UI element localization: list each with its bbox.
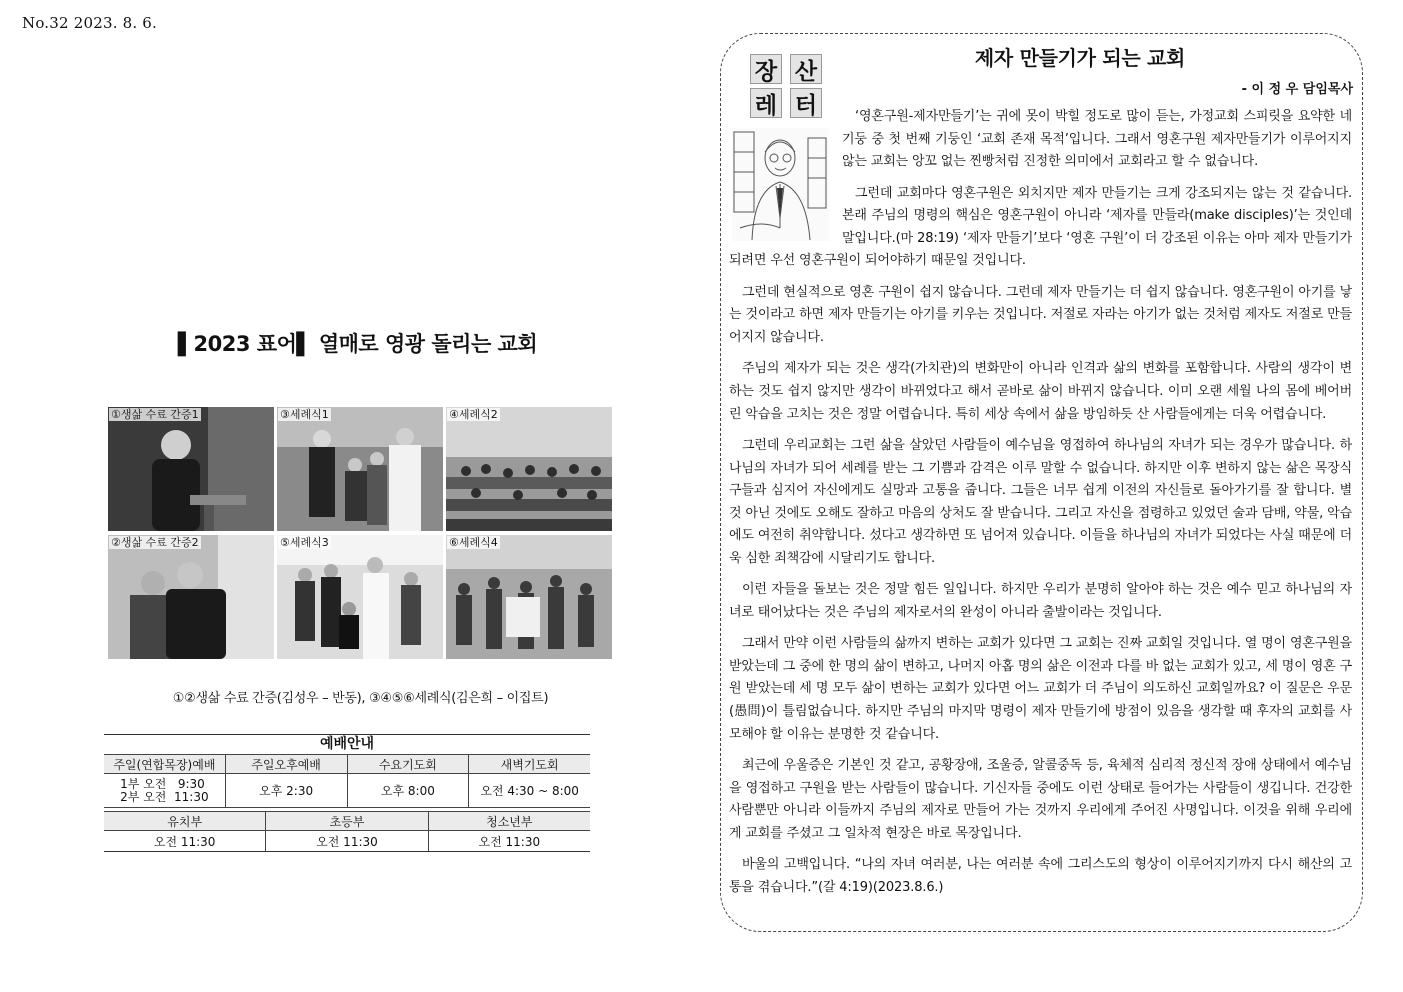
photo-label: ①생삶 수료 간증1 [111, 408, 199, 421]
photo-caption: ①②생삶 수료 간증(김성우 – 반동), ③④⑤⑥세례식(김은희 – 이집트) [172, 691, 549, 706]
photo-baptism-3 [277, 535, 443, 659]
dawn-prayer-time: 오전 4:30 ~ 8:00 [480, 784, 579, 798]
letter-paragraph: 그래서 만약 이런 사람들의 삶까지 변하는 교회가 있다면 그 교회는 진짜 교회일 것입니다. 열 명이 영혼구원을 받았는데 그 중에 한 명의 삶이 변하고, 나머지 아홉 명의 삶은 이전과 다를 바 없는 교회가 있고, 세 명이 영혼 구원 받았는데 세 명 모두 삶이 변하는 교회가 있다면 어느 교회가 더 주님이 의도하신 교회일까요? 이 질문은 우문(愚問)이 틀림없습니다. 하지만 주님의 마지막 명령이 제자 만들기에 방점이 있음을 생각할 때 후자의 교회를 사모해야 할 이유는 분명한 것 같습니다. [729, 636, 1352, 742]
header-youth: 청소년부 [486, 814, 533, 829]
letter-paragraph: 그런데 현실적으로 영혼 구원이 쉽지 않습니다. 그런데 제자 만들기는 더 쉽지 않습니다. 영혼구원이 아기를 낳는 것이라고 하면 제자 만들기는 아기를 키우는 것입니다. 저절로 자라는 아기가 없는 것처럼 제자도 저절로 만들어지지 않습니다. [729, 284, 1352, 345]
kindergarten-time: 오전 11:30 [104, 831, 266, 851]
department-times-row [104, 831, 590, 851]
letter-paragraph: ‘영혼구원-제자만들기’는 귀에 못이 박힐 정도로 많이 듣는, 가정교회 스피릿을 요약한 네 기둥 중 첫 번째 기둥인 ‘교회 존재 목적’입니다. 그래서 영혼구원 제자만들기가 이루어지지 않는 교회는 앙꼬 없는 찐빵처럼 진정한 의미에서 교회라고 할 수 없습니다. [842, 109, 1352, 170]
photo-baptism-2 [446, 407, 612, 531]
worship-header-row [104, 755, 590, 774]
letter-paragraph: 그런데 교회마다 영혼구원은 외치지만 제자 만들기는 크게 강조되지는 않는 것 같습니다. 본래 주님의 명령의 핵심은 영혼구원이 아니라 ‘제자를 만들라(make disciples)’는 것인데 말입니다.(마 28:19) ‘제자 만들기’보다 ‘영혼 구원’이 더 강조된 이유는 아마 제자 만들기가 되려면 우선 영혼구원이 되어야하기 때문일 것입니다. [729, 185, 1352, 269]
header-elementary: 초등부 [266, 812, 428, 830]
photo-label: ②생삶 수료 간증2 [111, 536, 199, 549]
issue-number-date: No.32 2023. 8. 6. [22, 14, 158, 32]
letter-paragraph: 주님의 제자가 되는 것은 생각(가치관)의 변화만이 아니라 인격과 삶의 변화를 포함합니다. 사람의 생각이 변하는 것도 쉽지 않지만 생각이 바뀌었다고 해서 곧바로 삶이 바뀌지 않습니다. 이미 오랜 세월 나의 몸에 베어버린 악습을 고치는 것은 정말 어렵습니다. 특히 세상 속에서 삶을 방임하듯 산 사람들에게는 더욱 어렵습니다. [729, 361, 1352, 422]
elementary-time: 오전 11:30 [266, 831, 428, 851]
badge-char: 장 [750, 54, 782, 84]
photo-baptism-4 [446, 535, 612, 659]
letter-body [729, 106, 1352, 908]
header-sunday-service: 주일(연합목장)예배 [104, 755, 226, 773]
letter-paragraph: 바울의 고백입니다. “나의 자녀 여러분, 나는 여러분 속에 그리스도의 형상이 이루어지기까지 다시 해산의 고통을 겪습니다.”(갈 4:19)(2023.8.6.) [729, 857, 1352, 895]
photo-grid [108, 407, 613, 659]
header-sunday-afternoon: 주일오후예배 [226, 755, 348, 773]
sunday-service-times [104, 774, 226, 807]
badge-char: 산 [790, 54, 822, 84]
letter-author: - 이 정 우 담임목사 [1241, 82, 1353, 97]
afternoon-service-time: 오후 2:30 [226, 774, 348, 807]
badge-char: 터 [790, 88, 822, 118]
youth-time: 오전 11:30 [478, 834, 541, 849]
header-wednesday-prayer: 수요기도회 [348, 755, 470, 773]
photo-label: ④세례식2 [449, 408, 498, 421]
letter-paragraph: 그런데 우리교회는 그런 삶을 살았던 사람들이 예수님을 영접하여 하나님의 자녀가 되는 경우가 많습니다. 하나님의 자녀가 되어 세례를 받는 그 기쁨과 감격은 이루 말할 수 없습니다. 하지만 이후 변하지 않는 삶은 목장식구들과 심지어 자신에게도 실망과 고통을 줍니다. 그들은 너무 쉽게 이전의 자신들로 돌아가기를 잘 합니다. 별 것 아닌 것에도 오해도 잘하고 마음의 상처도 잘 받습니다. 그리고 자신을 점령하고 있었던 술과 담배, 약물, 악습에도 여전히 취약합니다. 섰다고 생각하면 또 넘어져 있습니다. 이들을 하나님의 자녀가 되었다는 사실 때문에 더욱 심한 죄책감에 시달리기도 합니다. [729, 437, 1352, 566]
worship-schedule-table [104, 734, 590, 852]
header-dawn-prayer: 새벽기도회 [500, 757, 559, 772]
letter-paragraph: 최근에 우울증은 기본인 것 같고, 공황장애, 조울증, 알콜중독 등, 육체적 심리적 정신적 장애 상태에서 예수님을 영접하고 구원을 받는 사람들이 많습니다. 기신자들 중에도 이런 상태로 들어가는 사람들이 생깁니다. 건강한 사람뿐만 아니라 이들까지 주님의 제자로 만들어 가는 것까지 우리에게 주어진 사명입니다. 이것을 위해 우리에게 교회를 주셨고 그 일차적 현장은 바로 목장입니다. [729, 758, 1352, 841]
annual-motto: ▌2023 표어▌ 열매로 영광 돌리는 교회 [177, 332, 538, 356]
wednesday-prayer-time: 오후 8:00 [348, 774, 470, 807]
header-kindergarten: 유치부 [104, 812, 266, 830]
photo-label: ③세례식1 [280, 408, 329, 421]
photo-label: ⑥세례식4 [449, 536, 498, 549]
photo-testimony-1 [108, 407, 274, 531]
letter-title: 제자 만들기가 되는 교회 [974, 46, 1186, 70]
department-header-row [104, 812, 590, 831]
photo-label: ⑤세례식3 [280, 536, 329, 549]
sunday-first-service: 1부 오전 9:30 [120, 776, 205, 791]
photo-testimony-2 [108, 535, 274, 659]
sunday-second-service: 2부 오전 11:30 [120, 789, 209, 804]
worship-times-row [104, 774, 590, 808]
badge-char: 레 [750, 88, 782, 118]
letter-paragraph: 이런 자들을 돌보는 것은 정말 힘든 일입니다. 하지만 우리가 분명히 알아야 하는 것은 예수 믿고 하나님의 자녀로 태어났다는 것은 주님의 제자로서의 완성이 아니라 출발이라는 것입니다. [729, 582, 1352, 620]
photo-baptism-1 [277, 407, 443, 531]
worship-table-title: 예배안내 [104, 735, 590, 755]
